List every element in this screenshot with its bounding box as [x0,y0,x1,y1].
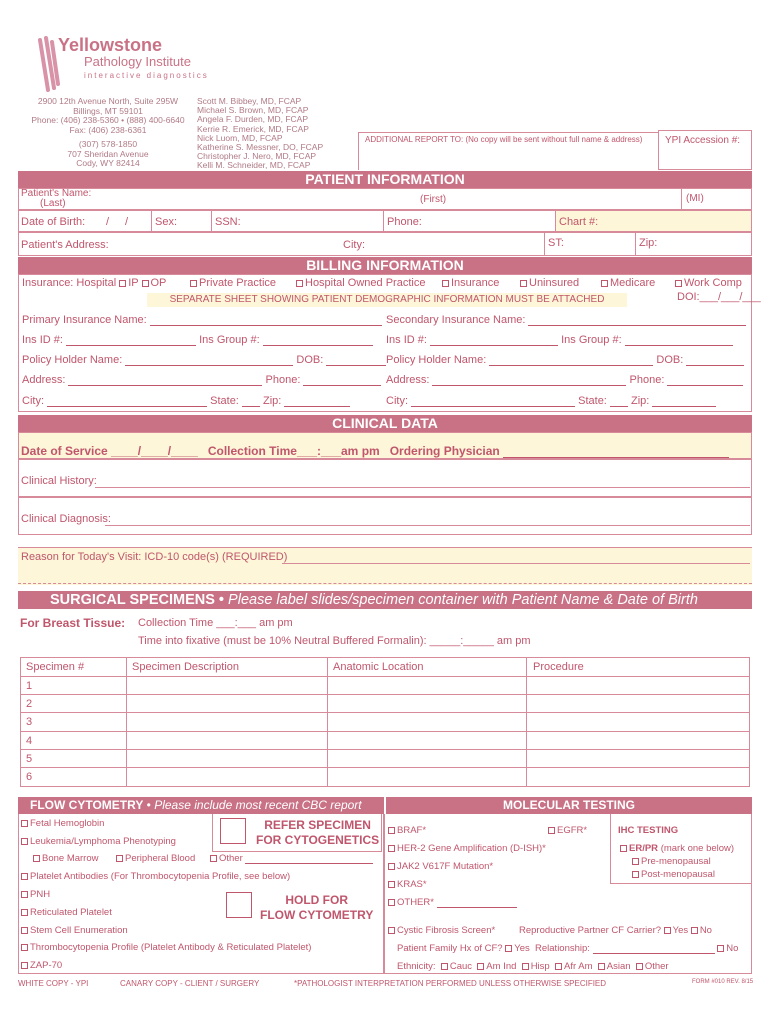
checkbox[interactable] [388,927,395,934]
secondary-insurance-input[interactable] [528,316,746,326]
ip-label: IP [128,277,139,289]
doi-label: DOI:___/___/___ [677,291,761,303]
address-line: 2900 12th Avenue North, Suite 295W [37,96,179,106]
ethnicity-label: Ethnicity: [397,961,436,972]
clinical-diagnosis-label: Clinical Diagnosis: [21,513,111,525]
ssn-label: SSN: [215,216,241,228]
checkbox[interactable] [190,280,197,287]
col-specimen-desc: Specimen Description [132,661,239,673]
retic-label: Reticulated Platelet [30,907,112,918]
dos-line [21,444,729,458]
patient-zip-label: Zip: [639,237,658,249]
relationship-input[interactable] [593,944,715,954]
partner-label: Reproductive Partner CF Carrier? [519,925,662,936]
platelet-ab-label: Platelet Antibodies (For Thrombocytopenia Profile, see below) [30,871,291,882]
billing-address-label: Address: [22,374,66,386]
other-input[interactable] [245,854,373,864]
sex-label: Sex: [155,216,178,228]
dos-input[interactable]: ____/____/____ [111,444,198,458]
holder-label: Policy Holder Name: [22,354,123,366]
checkbox[interactable] [210,855,217,862]
phone-label: Phone: [387,216,422,228]
checkbox[interactable] [21,873,28,880]
checkbox[interactable] [21,944,28,951]
address-billings [28,97,188,169]
ins-label: Insurance [451,277,500,289]
checkbox[interactable] [21,820,28,827]
braf-label: BRAF* [397,825,427,836]
her2-label: HER-2 Gene Amplification (D-ISH)* [397,843,546,854]
refer-checkbox[interactable] [220,818,246,844]
table-row[interactable]: 2 [26,698,33,710]
zap-option[interactable] [21,960,62,971]
thrombo-label: Thrombocytopenia Profile (Platelet Antibody & Reticulated Platelet) [30,942,312,953]
breast-collection-time[interactable]: Collection Time ___:___ am pm [138,617,293,629]
surgical-title: SURGICAL SPECIMENS [50,592,215,608]
address-line: (307) 578-1850 [78,139,138,149]
checkbox[interactable] [388,845,395,852]
billing-state-label: State: [210,395,239,407]
dos-label: Date of Service [21,444,108,458]
doctor-list [197,97,323,171]
billing-info-header: BILLING INFORMATION [18,257,752,274]
insid2-input[interactable] [430,336,558,346]
chart-label: Chart #: [559,216,599,228]
bone-marrow-option[interactable] [33,853,99,864]
checkbox[interactable] [116,855,123,862]
ordering-physician-label: Ordering Physician [389,444,500,458]
cf-label: Cystic Fibrosis Screen* [397,925,496,936]
insgroup2-label: Ins Group #: [561,334,622,346]
yes-label: Yes [672,925,689,936]
checkbox[interactable] [548,827,555,834]
billing-city-label: City: [22,395,44,407]
footer-canary-copy: CANARY COPY - CLIENT / SURGERY [120,979,260,988]
other-label: Other [219,853,243,864]
accession-label: YPI Accession #: [665,135,741,146]
checkbox[interactable] [296,280,303,287]
last-label: (Last) [40,198,66,209]
breast-fixative-time[interactable]: Time into fixative (must be 10% Neutral Buffered Formalin): _____:_____ am pm [138,635,531,647]
hospital-owned-option[interactable] [296,277,425,289]
thrombo-option[interactable] [21,942,311,953]
clinical-history-field[interactable] [18,459,752,497]
footer-form-number: FORM #010 REV. 8/15 [692,979,754,985]
private-practice-option[interactable] [190,277,276,289]
checkbox[interactable] [442,280,449,287]
checkbox[interactable] [388,863,395,870]
patient-city-label: City: [343,239,365,251]
her2-option[interactable] [388,843,546,854]
checkbox-op[interactable] [142,280,149,287]
clinical-diagnosis-field[interactable] [18,497,752,535]
yes-label: Yes [514,943,530,954]
hisp-label: Hisp [530,961,550,972]
leuk-option[interactable] [21,836,176,847]
table-row[interactable]: 6 [26,771,33,783]
checkbox[interactable] [441,963,448,970]
doctor-name: Christopher J. Nero, MD, FCAP [197,151,317,162]
fetal-option[interactable] [21,818,104,829]
table-row[interactable]: 1 [26,680,33,692]
post-option[interactable] [632,869,715,880]
checkbox[interactable] [388,827,395,834]
medicare-label: Medicare [610,277,656,289]
family-label: Patient Family Hx of CF? [397,943,503,954]
checkbox[interactable] [388,881,395,888]
separate-sheet-text: SEPARATE SHEET SHOWING PATIENT DEMOGRAPHIC INFORMATION MUST BE ATTACHED [169,294,605,305]
billing-zip-label: Zip: [263,395,282,407]
doctor-name: Kelli M. Schneider, MD, FCAP [197,160,311,171]
checkbox[interactable] [555,963,562,970]
clinical-data-header: CLINICAL DATA [18,415,752,432]
col-procedure: Procedure [533,661,584,673]
billing-city2-input[interactable] [411,397,575,407]
molecular-other-option[interactable] [388,897,517,908]
private-label: Private Practice [199,277,277,289]
other-option[interactable] [210,853,373,864]
table-row[interactable]: 5 [26,753,33,765]
checkbox[interactable] [632,871,639,878]
holder2-dob-input[interactable] [686,356,744,366]
billing-address-input[interactable] [68,376,262,386]
oth-label: Other [644,961,669,972]
hold-checkbox[interactable] [226,892,252,918]
checkbox[interactable] [21,962,28,969]
insurance-label: Insurance: Hospital [22,277,117,289]
pre-label: Pre-menopausal [641,856,711,867]
dob-label: Date of Birth: [21,216,86,228]
table-row[interactable]: 4 [26,735,33,747]
patient-address-label: Patient's Address: [21,239,109,251]
holder-dob-label: DOB: [296,354,324,366]
workcomp-label: Work Comp [684,277,742,289]
checkbox[interactable] [522,963,529,970]
cauc-label: Cauc [449,961,473,972]
insgroup2-input[interactable] [625,336,733,346]
zap-label: ZAP-70 [30,960,63,971]
billing-phone-input[interactable] [303,376,381,386]
checkbox[interactable] [21,909,28,916]
billing-phone2-label: Phone: [629,374,665,386]
holder2-label: Policy Holder Name: [386,354,487,366]
cf-option[interactable] [388,925,495,936]
checkbox[interactable] [636,963,643,970]
billing-zip-input[interactable] [284,397,350,407]
address-line: Fax: (406) 238-6361 [69,124,147,135]
insid-input[interactable] [66,336,196,346]
col-anatomic-location: Anatomic Location [333,661,424,673]
hold-line1: HOLD FOR [285,893,348,907]
footer-pathologist-note: *PATHOLOGIST INTERPRETATION PERFORMED UNLESS OTHERWISE SPECIFIED [294,979,607,988]
checkbox[interactable] [520,280,527,287]
footer-white-copy: WHITE COPY - YPI [18,979,89,988]
no-label: No [726,943,739,954]
additional-report-label: ADDITIONAL REPORT TO: (No copy will be sent without full name & address) [365,135,643,144]
collection-time-label[interactable]: Collection Time___:___am pm [207,444,380,458]
checkbox[interactable] [21,838,28,845]
refer-line1: REFER SPECIMEN [264,818,371,832]
doctor-name: Nick Luom, MD, FCAP [197,132,283,143]
checkbox-ip[interactable] [119,280,126,287]
checkbox[interactable] [691,927,698,934]
retic-option[interactable] [21,907,112,918]
asian-label: Asian [606,961,631,972]
holder2-dob-label: DOB: [656,354,684,366]
ihc-label: IHC TESTING [618,825,679,836]
no-label: No [699,925,712,936]
address-line: 707 Sheridan Avenue [67,148,149,159]
workcomp-option[interactable] [675,277,742,289]
refer-label [256,818,379,848]
refer-line2: FOR CYTOGENETICS [256,833,380,847]
insurance-option[interactable] [442,277,499,289]
patient-st-label: ST: [548,237,564,249]
patient-info-header: PATIENT INFORMATION [18,171,752,188]
table-row[interactable]: 3 [26,716,33,728]
insid2-label: Ins ID #: [386,334,427,346]
logo-tagline: interactive diagnostics [84,71,209,80]
fetal-label: Fetal Hemoglobin [30,818,105,829]
insgroup-input[interactable] [263,336,373,346]
checkbox[interactable] [632,858,639,865]
additional-report-box[interactable] [358,132,658,170]
molecular-other-label: OTHER* [397,897,434,908]
reason-label: Reason for Today's Visit: ICD-10 code(s) (REQUIRED) [21,551,288,563]
billing-state2-input[interactable] [610,397,628,407]
pre-option[interactable] [632,856,711,867]
checkbox[interactable] [664,927,671,934]
holder-dob-input[interactable] [326,356,386,366]
insurance-options [22,277,166,289]
holder-input[interactable] [125,356,293,366]
checkbox[interactable] [675,280,682,287]
checkbox[interactable] [33,855,40,862]
bone-label: Bone Marrow [42,853,99,864]
primary-insurance-input[interactable] [150,316,382,326]
billing-address2-input[interactable] [432,376,626,386]
dob-slash: / [125,216,129,228]
insid-label: Ins ID #: [22,334,63,346]
patient-name-field[interactable] [18,188,752,210]
doctor-name: Michael S. Brown, MD, FCAP [197,105,309,116]
billing-city2-label: City: [386,395,408,407]
doctor-name: Katherine S. Messner, DO, FCAP [197,142,324,153]
uninsured-option[interactable] [520,277,579,289]
egfr-option[interactable] [548,825,587,836]
checkbox[interactable] [477,963,484,970]
kras-option[interactable] [388,879,427,890]
afram-label: Afr Am [563,961,593,972]
doctor-name: Kerrie R. Emerick, MD, FCAP [197,123,309,134]
billing-zip2-input[interactable] [652,397,716,407]
hold-label [260,893,373,923]
kras-label: KRAS* [397,879,427,890]
op-label: OP [150,277,167,289]
checkbox[interactable] [598,963,605,970]
pnh-label: PNH [30,889,51,900]
doctor-name: Scott M. Bibbey, MD, FCAP [197,96,302,106]
braf-option[interactable] [388,825,426,836]
uninsured-label: Uninsured [529,277,580,289]
address-line: Cody, WY 82414 [76,158,140,168]
erpr-option[interactable] [620,843,734,854]
flow-cytometry-header: FLOW CYTOMETRY • Please include most recent CBC report [18,797,384,814]
doctor-name: Angela F. Durden, MD, FCAP [197,114,309,125]
erpr-note: (mark one below) [660,843,735,854]
clinical-history-label: Clinical History: [21,475,97,487]
secondary-insurance-label: Secondary Insurance Name: [386,314,526,326]
patient-name-label: Patient's Name: [21,188,92,199]
checkbox[interactable] [388,899,395,906]
accession-box[interactable] [658,130,752,170]
billing-state2-label: State: [578,395,607,407]
checkbox[interactable] [505,945,512,952]
erpr-label: ER/PR [629,843,659,854]
pnh-option[interactable] [21,889,50,900]
medicare-option[interactable] [601,277,655,289]
stem-label: Stem Cell Enumeration [30,925,128,936]
billing-city-input[interactable] [47,397,207,407]
molecular-other-input[interactable] [437,898,517,908]
checkbox[interactable] [21,927,28,934]
billing-address2-label: Address: [386,374,430,386]
hold-line2: FLOW CYTOMETRY [260,908,374,922]
family-question [397,943,738,954]
platelet-ab-option[interactable] [21,871,290,882]
flow-subtitle: Please include most recent CBC report [154,798,362,812]
breast-tissue-label: For Breast Tissue: [20,616,126,630]
checkbox[interactable] [620,845,627,852]
dob-slash: / [106,216,110,228]
amind-label: Am Ind [486,961,517,972]
checkbox[interactable] [601,280,608,287]
peripheral-label: Peripheral Blood [125,853,196,864]
primary-insurance-label: Primary Insurance Name: [22,314,147,326]
stem-option[interactable] [21,925,128,936]
relationship-label: Relationship: [535,943,590,954]
partner-question [519,925,712,936]
flow-title: FLOW CYTOMETRY [30,798,144,812]
mi-label: (MI) [686,193,704,204]
ordering-physician-input[interactable] [503,446,729,458]
jak2-label: JAK2 V617F Mutation* [397,861,494,872]
surgical-specimens-header: SURGICAL SPECIMENS • Please label slides/specimen container with Patient Name & Date of Birth [18,591,752,609]
checkbox[interactable] [21,891,28,898]
address-line: Billings, MT 59101 [73,105,143,116]
post-label: Post-menopausal [641,869,715,880]
billing-phone-label: Phone: [265,374,301,386]
logo-sub: Pathology Institute [84,54,191,69]
logo-name: Yellowstone [58,35,163,55]
address-line: Phone: (406) 238-5360 • (888) 400-6640 [31,115,185,125]
first-label: (First) [420,194,447,205]
holder2-input[interactable] [489,356,653,366]
col-specimen-num: Specimen # [26,661,85,673]
ethnicity-row [397,961,669,972]
jak2-option[interactable] [388,861,493,872]
peripheral-option[interactable] [116,853,195,864]
insgroup-label: Ins Group #: [199,334,260,346]
billing-state-input[interactable] [242,397,260,407]
hospital-owned-label: Hospital Owned Practice [305,277,426,289]
billing-zip2-label: Zip: [631,395,650,407]
checkbox[interactable] [717,945,724,952]
separate-sheet-banner [147,293,627,307]
molecular-testing-header: MOLECULAR TESTING [386,797,752,814]
billing-phone2-input[interactable] [667,376,743,386]
leuk-label: Leukemia/Lymphoma Phenotyping [30,836,176,847]
egfr-label: EGFR* [557,825,588,836]
surgical-subtitle: Please label slides/specimen container with Patient Name & Date of Birth [228,592,698,608]
